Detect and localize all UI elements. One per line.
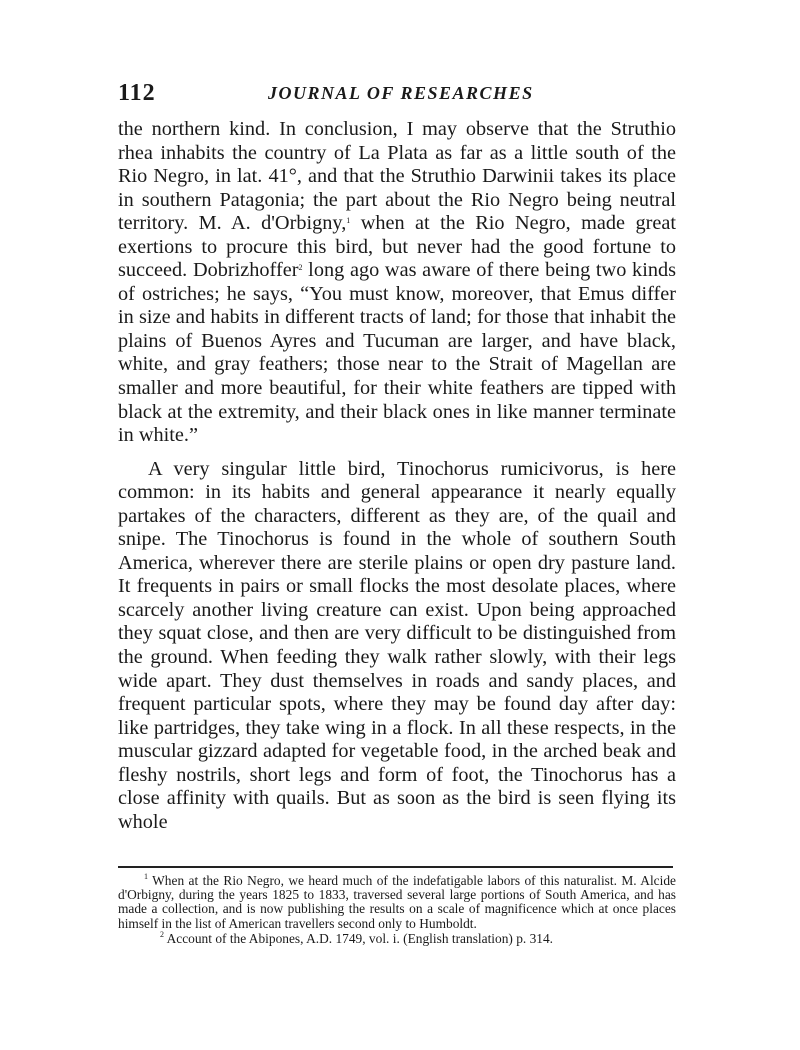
body-text bbox=[118, 118, 676, 834]
running-head bbox=[118, 80, 678, 110]
footnote bbox=[118, 929, 676, 946]
footnote bbox=[118, 874, 676, 931]
page-number: 112 bbox=[118, 80, 156, 106]
footnote-marker: 1 bbox=[144, 872, 148, 881]
paragraph-text: when at the Rio Negro, made great exertions to procure this bird, but never had the good fortune to succeed. Dobrizhoffer bbox=[118, 212, 676, 282]
footnotes bbox=[118, 874, 676, 946]
paragraph-text: long ago was aware of there being two kinds of ostriches; he says, “You must know, moreover, that Emus differ in size and habits in different tracts of land; for those that inhabit the plains of Buenos Ayres and Tucuman are larger, and have black, white, and gray feathers; those near to the Strait of Magellan are smaller and more beautiful, for their white feathers are tipped with black at the extremity, and their black ones in like manner terminate in white.” bbox=[118, 259, 676, 447]
footnote-reference: 1 bbox=[346, 216, 351, 226]
footnote-text: When at the Rio Negro, we heard much of the indefatigable labors of this naturalist. M. Alcide d'Orbigny, during the years 1825 to 1833, traversed several large portions of South America, and has made a collection, and is now publishing the results on a scale of magnificence which at once places himself in the list of American travellers second only to Humboldt. bbox=[118, 873, 676, 931]
footnote-reference: 2 bbox=[298, 263, 303, 273]
paragraph: A very singular little bird, Tinochorus rumicivorus, is here common: in its habits and general appearance it nearly equally partakes of the characters, different as they are, of the quail and snipe. The Tinochorus is found in the whole of southern South America, wherever there are sterile plains or open dry pasture land. It frequents in pairs or small flocks the most desolate places, where scarcely another living creature can exist. Upon being approached they squat close, and then are very difficult to be distinguished from the ground. When feeding they walk rather slowly, with their legs wide apart. They dust themselves in roads and sandy places, and frequent particular spots, where they may be found day after day: like partridges, they take wing in a flock. In all these respects, in the muscular gizzard adapted for vegetable food, in the arched beak and fleshy nostrils, short legs and form of foot, the Tinochorus has a close affinity with quails. But as soon as the bird is seen flying its whole bbox=[118, 457, 676, 833]
paragraph-text: the northern kind. In conclusion, I may observe that the Struthio rhea inhabits the country of La Plata as far as a little south of the Rio Negro, in lat. 41°, and that the Struthio Darwinii takes its place in southern Patagonia; the part about the Rio Negro being neutral territory. M. A. d'Orbigny, bbox=[118, 118, 676, 235]
footnote-rule bbox=[118, 866, 673, 868]
paragraph bbox=[118, 118, 676, 448]
footnote-marker: 2 bbox=[160, 929, 164, 939]
running-title: JOURNAL OF RESEARCHES bbox=[268, 83, 534, 103]
footnote-text: Account of the Abipones, A.D. 1749, vol. i. (English translation) p. 314. bbox=[164, 930, 554, 946]
